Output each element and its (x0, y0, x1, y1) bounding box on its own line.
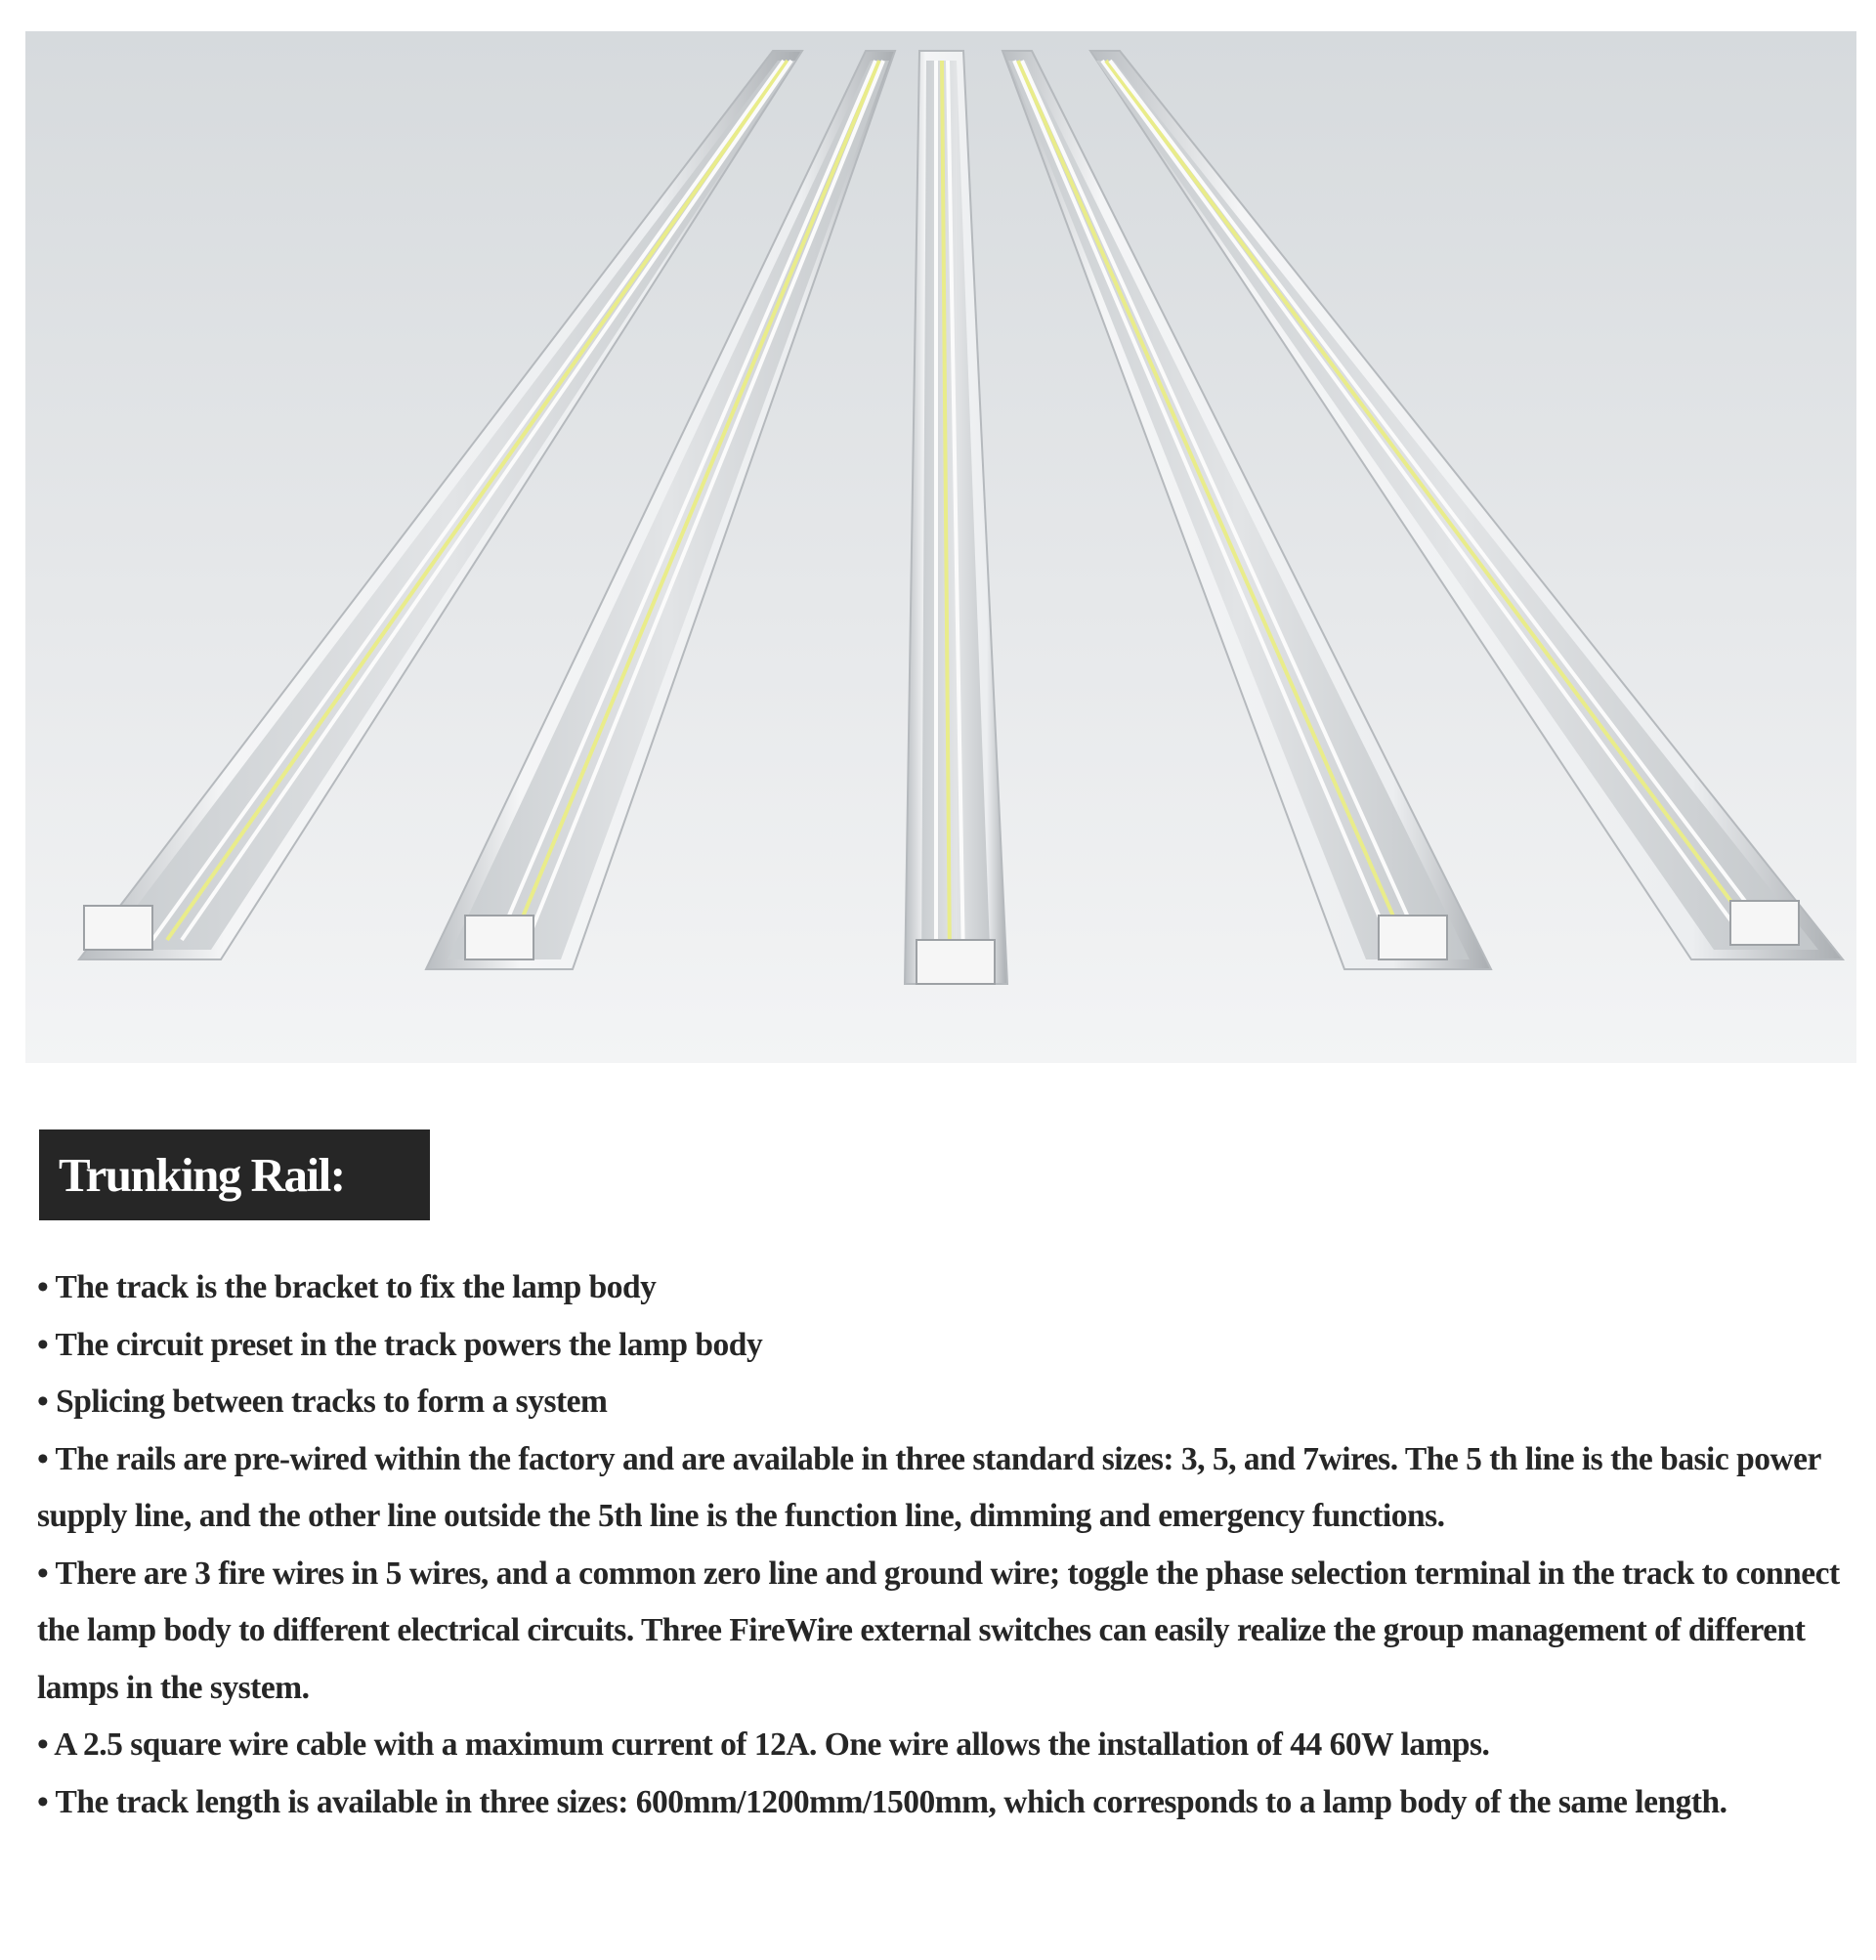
bullet-dot: • (37, 1440, 49, 1477)
bullet-dot: • (37, 1384, 49, 1420)
feature-text: The circuit preset in the track powers the lamp body (55, 1326, 763, 1363)
product-photo (25, 31, 1856, 1063)
feature-item (37, 1259, 1847, 1317)
feature-item (37, 1317, 1847, 1375)
section-title-banner (39, 1129, 430, 1220)
feature-item (37, 1546, 1847, 1718)
feature-text: The rails are pre-wired within the factory and are available in three standard sizes: 3, 5, and 7wires. The 5 th line is the basic power supply line, and the other line outside the 5th line is the function line, dimming and emergency functions. (37, 1440, 1821, 1534)
bullet-dot: • (37, 1555, 49, 1592)
feature-item (37, 1431, 1847, 1546)
feature-text: There are 3 fire wires in 5 wires, and a common zero line and ground wire; toggle the phase selection terminal in the track to connect the lamp body to different electrical circuits. Three FireWire external switches can easily realize the group management of different lamps in the system. (37, 1555, 1840, 1706)
feature-item (37, 1374, 1847, 1431)
section-title: Trunking Rail: (59, 1148, 345, 1202)
bullet-dot: • (37, 1783, 49, 1820)
bullet-dot: • (37, 1726, 49, 1763)
feature-text: The track is the bracket to fix the lamp body (55, 1269, 657, 1305)
bullet-dot: • (37, 1269, 49, 1305)
bullet-dot: • (37, 1326, 49, 1363)
feature-item (37, 1717, 1847, 1774)
feature-text: Splicing between tracks to form a system (56, 1384, 608, 1420)
feature-item (37, 1774, 1847, 1832)
trunking-rails-illustration (25, 31, 1856, 1063)
feature-text: A 2.5 square wire cable with a maximum current of 12A. One wire allows the installation of 44 60W lamps. (54, 1726, 1490, 1763)
feature-list (37, 1259, 1847, 1831)
feature-text: The track length is available in three sizes: 600mm/1200mm/1500mm, which corresponds to a lamp body of the same length. (55, 1783, 1727, 1820)
